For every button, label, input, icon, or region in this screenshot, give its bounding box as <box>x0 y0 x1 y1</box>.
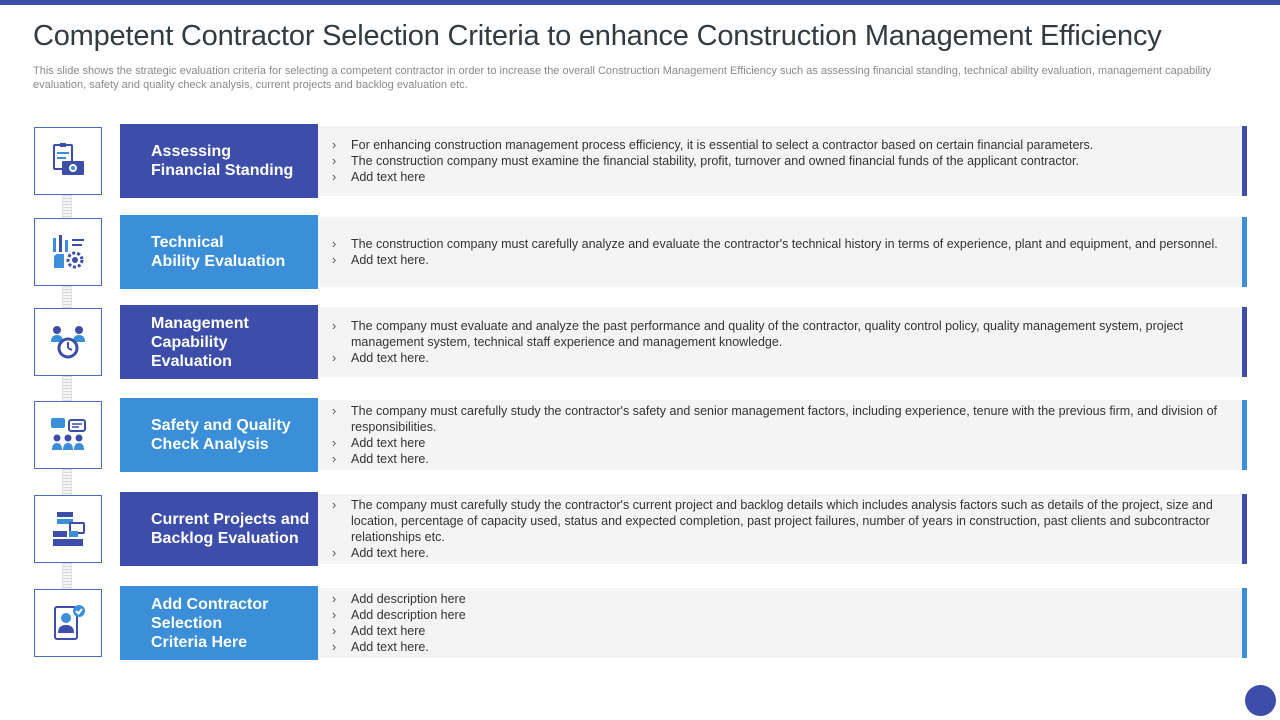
description-bullet: › Add description here <box>332 592 466 606</box>
description-bullet: › Add description here <box>332 608 466 622</box>
description-bullet: › The construction company must examine the financial stability, profit, turnover and owned financial funds of the applicant contractor. <box>332 154 1079 168</box>
chevron-right-icon: › <box>332 608 337 622</box>
description-bullet: › Add text here. <box>332 253 429 267</box>
criteria-label: Assessing Financial Standing <box>120 124 318 198</box>
chevron-right-icon: › <box>332 170 337 184</box>
description-bullet: › The company must evaluate and analyze the past performance and quality of the contractor, quality control policy, quality management system, project management system, technical staff experience and management knowledge. <box>332 319 1184 349</box>
criteria-description <box>318 307 1247 377</box>
description-bullet: › Add text here <box>332 436 426 450</box>
team-discussion-icon <box>34 401 102 469</box>
page-title: Competent Contractor Selection Criteria to enhance Construction Management Efficiency <box>33 20 1162 52</box>
criteria-row <box>0 124 1280 198</box>
chevron-right-icon: › <box>332 498 337 512</box>
contractor-checklist-icon <box>34 589 102 657</box>
chevron-right-icon: › <box>332 640 337 654</box>
chevron-right-icon: › <box>332 452 337 466</box>
criteria-description <box>318 400 1247 470</box>
top-accent-bar <box>0 0 1280 5</box>
chevron-right-icon: › <box>332 138 337 152</box>
criteria-description <box>318 217 1247 287</box>
criteria-label: Management Capability Evaluation <box>120 305 318 379</box>
chevron-right-icon: › <box>332 237 337 251</box>
description-bullet: › Add text here. <box>332 351 429 365</box>
chevron-right-icon: › <box>332 592 337 606</box>
criteria-row <box>0 492 1280 566</box>
criteria-label: Add Contractor Selection Criteria Here <box>120 586 318 660</box>
chevron-right-icon: › <box>332 546 337 560</box>
chevron-right-icon: › <box>332 436 337 450</box>
criteria-label: Current Projects and Backlog Evaluation <box>120 492 318 566</box>
description-bullet: › Add text here. <box>332 452 429 466</box>
description-bullet: › The company must carefully study the contractor's safety and senior management factors, including experience, tenure with the previous firm, and division of responsibilities. <box>332 404 1218 434</box>
description-bullet: › Add text here <box>332 624 426 638</box>
description-bullet: › The construction company must carefully analyze and evaluate the contractor's technical history in terms of experience, plant and equipment, and personnel. <box>332 237 1218 251</box>
technical-settings-icon <box>34 218 102 286</box>
chevron-right-icon: › <box>332 253 337 267</box>
criteria-description <box>318 588 1247 658</box>
description-bullet: › The company must carefully study the contractor's current project and backlog details which includes analysis factors such as details of the project, size and location, percentage of capacity used, status and expected completion, past project failures, number of years in construction, past clients and subcontractor relationships etc. <box>332 498 1213 544</box>
description-bullet: › Add text here. <box>332 546 429 560</box>
criteria-row <box>0 215 1280 289</box>
chevron-right-icon: › <box>332 154 337 168</box>
financial-document-icon <box>34 127 102 195</box>
criteria-label: Safety and Quality Check Analysis <box>120 398 318 472</box>
corner-circle-decoration <box>1245 685 1276 716</box>
chevron-right-icon: › <box>332 351 337 365</box>
description-bullet: › For enhancing construction management process efficiency, it is essential to select a contractor based on certain financial parameters. <box>332 138 1094 152</box>
chevron-right-icon: › <box>332 404 337 418</box>
criteria-row <box>0 305 1280 379</box>
chevron-right-icon: › <box>332 319 337 333</box>
description-bullet: › Add text here. <box>332 640 429 654</box>
criteria-description <box>318 494 1247 564</box>
chevron-right-icon: › <box>332 624 337 638</box>
criteria-row <box>0 586 1280 660</box>
criteria-description <box>318 126 1247 196</box>
team-clock-icon <box>34 308 102 376</box>
description-bullet: › Add text here <box>332 170 426 184</box>
project-backlog-icon <box>34 495 102 563</box>
page-subtitle: This slide shows the strategic evaluation criteria for selecting a competent contractor in order to increase the overall Construction Management Efficiency such as assessing financial standing, technical ability evaluation, management capability evaluation, safety and quality check analysis, current projects and backlog evaluation etc. <box>33 65 1212 91</box>
criteria-label: Technical Ability Evaluation <box>120 215 318 289</box>
criteria-row <box>0 398 1280 472</box>
